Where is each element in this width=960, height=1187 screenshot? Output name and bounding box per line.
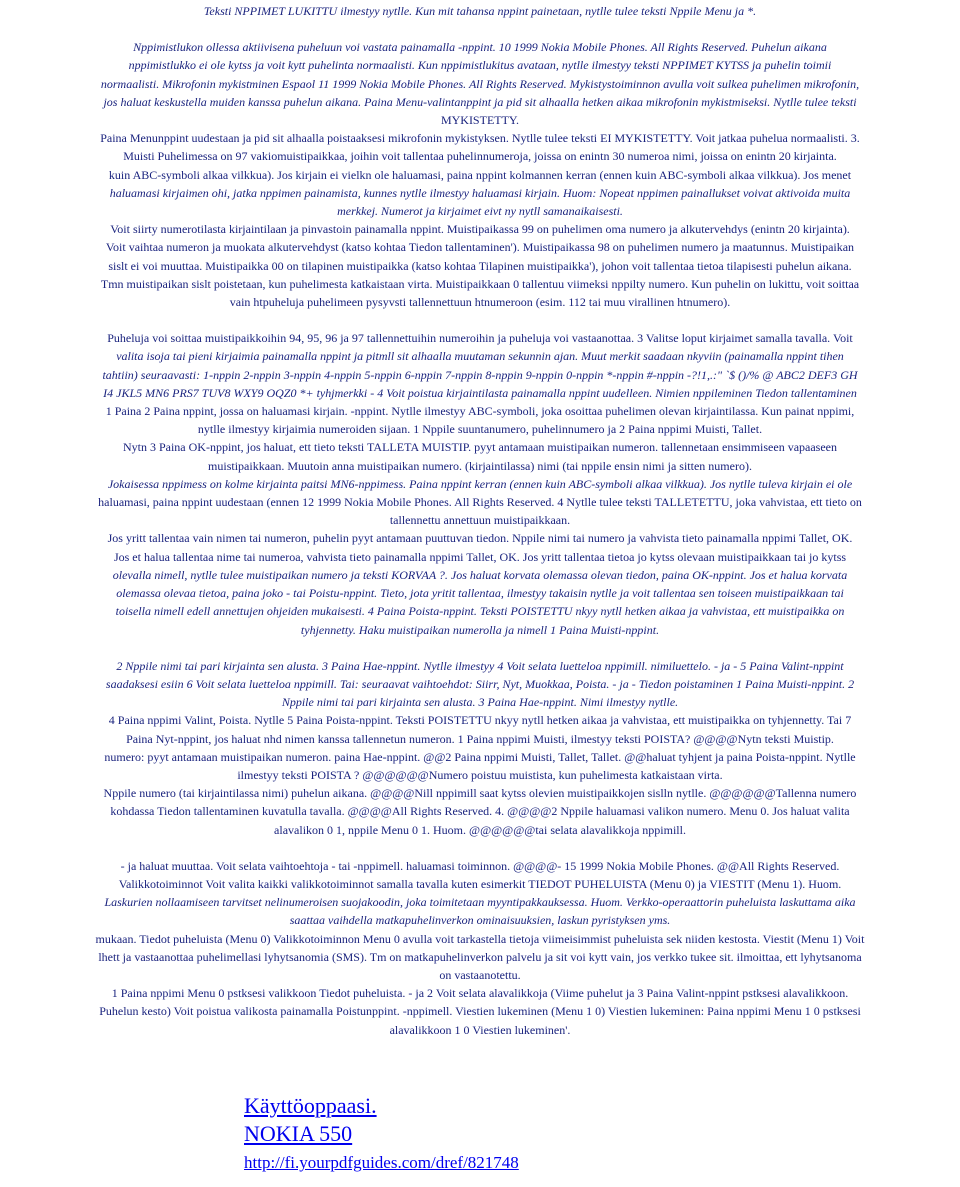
text-segment: Nppimistlukon ollessa aktiivisena puheluun voi vastata painamalla -nppint. 10 1999 Nokia Mobile Phones. All Rights Reserved. Puhelun aikana [133,40,827,55]
text-segment: tahtiin) seuraavasti: 1-nppin 2-nppin 3-nppin 4-nppin 5-nppin 6-nppin 7-nppin 8-nppin 9-nppin 0-nppin *-nppin #-nppin -?!1,.:" `$ ()/% @ ABC2 DEF3 GH [102,367,858,382]
paragraph [6,657,954,839]
text-line [129,58,832,72]
text-segment: Nppile nimi tai pari kirjainta sen alusta. 3 Paina Hae-nppint. Nimi ilmestyy nytlle. [281,695,679,710]
text-line [107,331,853,345]
text-segment: Teksti NPPIMET LUKITTU ilmestyy nytlle. Kun mit tahansa nppint painetaan, nytlle tulee teksti Nppile Menu ja *. [203,4,757,18]
text-segment: tallennettu annettuun muistipaikkaan. [389,513,571,528]
text-line [100,131,860,145]
text-segment: on vastaanotettu. [439,967,521,982]
text-segment: Puhelun kesto) Voit poistua valikosta painamalla Poistunppint. -nppimell. Viestien lukeminen (Menu 1 0) Viestien lukeminen: Paina nppimi Menu 1 0 pstksesi [99,1004,861,1019]
text-segment: 4 Paina nppimi Valint, Poista. Nytlle 5 Paina Poista-nppint. Teksti POISTETTU nkyy nytll hetken aikaa ja vahvistaa, ett muistipaikka on tyhjennetty. Tai 7 [108,713,852,728]
text-segment: saadaksesi esiin 6 Voit selata luetteloa nppimill. Tai: seuraavat vaihtoehdot: Siirr, Nyt, Muokkaa, Poista. - ja - Tiedon poistaminen 1 Paina Muisti-nppint. 2 [105,676,855,691]
text-segment: Voit siirty numerotilasta kirjaintilaan ja pinvastoin painamalla nppint. Muistipaikassa 99 on puhelimen oma numero ja alkutervehdys (enintn 20 kirjainta). [110,222,850,237]
text-line [301,623,659,637]
text-line [110,186,851,200]
text-line [110,804,849,818]
text-segment: Jos et halua tallentaa nime tai numeroa, vahvista tieto painamalla nppimi Tallet, OK. Jos yritt tallentaa tietoa jo kytss olevaan muistipaikkaan tai jo kytss [113,549,847,564]
text-line [103,386,857,400]
text-segment: mukaan. Tiedot puheluista (Menu 0) Valikkotoiminnon Menu 0 avulla voit tarkastella tietoja viimeisimmist puheluista sek niiden kestosta. Viestit (Menu 1) Voit [95,931,865,946]
text-line [208,459,752,473]
text-segment: 1 Paina 2 Paina nppint, jossa on haluamasi kirjain. -nppint. Nytlle ilmestyy ABC-symboli, joka osoittaa puhelimen olevan kirjaintilassa. Kun painat nppimi, [105,404,855,419]
text-segment: Laskurien nollaamiseen tarvitset nelinumeroisen suojakoodin, joka toimitetaan myyntipakkauksessa. Huom. Verkko-operaattorin puheluista laskuttama aika [104,895,856,910]
text-line [116,604,845,618]
text-line [104,786,857,800]
text-segment: sislt ei voi muuttaa. Muistipaikka 00 on tilapinen muistipaikka (katso kohtaa Tilapinen muistipaikka'), johon voit tallentaa tietoa tilapisesti puhelun aikana. [108,258,852,273]
text-line [101,77,859,91]
text-line [103,95,856,109]
text-line [104,750,855,764]
text-segment: Jos yritt tallentaa vain nimen tai numeron, puhelin pyyt antamaan puuttuvan tiedon. Nppile nimi tai numero ja vahvista tieto painamalla nppimi Tallet, OK. [107,531,853,546]
text-line [282,695,678,709]
text-line [99,1004,861,1018]
text-line [274,823,686,837]
text-line [337,204,623,218]
document-body [6,2,954,1039]
text-line [441,113,519,127]
text-line [109,168,851,182]
text-segment: alavalikon 0 1, nppile Menu 0 1. Huom. @@@@@@tai selata alavalikkoja nppimill. [274,822,686,837]
product-name-link[interactable]: NOKIA 550 [244,1121,353,1146]
text-segment: nytlle ilmestyy kirjaimia numeroiden sijaan. 1 Nppile suuntanumero, puhelinnumero ja 2 Paina nppimi Muisti, Tallet. [197,422,763,437]
text-segment: olemassa olevaa tietoa, paina joko - tai Poistu-nppint. Tieto, jota yritit tallentaa, ilmestyy takaisin nytlle ja voit tallentaa sen toiseen muistipaikkaan tai [116,586,844,601]
text-line [108,477,852,491]
paragraph [6,857,954,1039]
text-segment: ilmestyy teksti POISTA ? @@@@@@Numero poistuu muistista, kun puhelimesta katkaistaan virta. [237,767,723,782]
document-footer [244,1092,519,1176]
text-line [108,531,853,545]
text-line [109,713,851,727]
text-line [116,659,843,673]
text-segment: 2 Nppile nimi tai pari kirjainta sen alusta. 3 Paina Hae-nppint. Nytlle ilmestyy 4 Voit selata luetteloa nppimill. nimiluettelo. - ja - 5 Paina Valint-nppint [116,658,844,673]
text-line [104,895,855,909]
text-line [96,932,865,946]
text-line [390,513,570,527]
text-segment: toisella nimell edell annettujen ohjeiden mukaisesti. 4 Paina Poista-nppint. Teksti POISTETTU nkyy nytll hetken aikaa ja vahvistaa, ett muistipaikka on [115,604,845,619]
text-line [101,277,859,291]
text-segment: tyhjennetty. Haku muistipaikan numerolla ja nimell 1 Paina Muisti-nppint. [300,622,660,637]
text-segment: Nppile numero (tai kirjaintilassa nimi) puhelun aikana. @@@@Nill nppimill saat kytss olevien muistipaikkojen sislln nytlle. @@@@@@Tallenna numero [103,786,857,801]
text-segment: muistipaikkaan. Muutoin anna muistipaikan numero. (kirjaintilassa) nimi (tai nppile ensin nimi ja sitten numero). [208,458,752,473]
text-line [106,677,854,691]
text-line [290,913,671,927]
text-segment: - ja haluat muuttaa. Voit selata vaihtoehtoja - tai -nppimell. haluamasi toiminnon. @@@@- 15 1999 Nokia Mobile Phones. @@All Rights Reserved. [120,858,840,873]
text-line [198,422,762,436]
text-line [439,968,520,982]
text-segment: nppimistlukko ei ole kytss ja voit kytt puhelinta normaalisti. Kun nppimistlukitus avataan, nytlle ilmestyy teksti NPPIMET KYTSS ja puhelin toimii [128,58,832,73]
text-segment: kuin ABC-symboli alkaa vilkkua). Jos kirjain ei vielkn ole haluamasi, paina nppint kolmannen kerran (ennen kuin ABC-symboli alkaa vilkkua). Jos menet [108,167,852,182]
paragraph [6,38,954,311]
text-segment: saattaa vaihdella matkapuhelinverkon ominaisuuksien, laskun pyristyksen yms. [289,913,671,928]
text-segment: Voit vaihtaa numeron ja muokata alkutervehdyst (katso kohtaa Tiedon tallentaminen'). Muistipaikassa 98 on puhelimen numero ja maatunnus. Muistipaikan [105,240,855,255]
text-segment: Nytn 3 Paina OK-nppint, jos haluat, ett tieto teksti TALLETA MUISTIP. pyyt antamaan muistipaikan numeron. tallennetaan ensimmiseen vapaaseen [122,440,838,455]
text-segment: lhett ja vastaanottaa puhelimellasi lyhytsanomia (SMS). Tm on matkapuhelinverkon palvelu ja sit voi kytt vain, jos verkko tukee sit. ilmoittaa, ett lyhytsanoma [98,949,862,964]
text-segment: MYKISTETTY. [440,113,520,128]
manual-title-link[interactable]: Käyttöoppaasi. [244,1093,377,1118]
text-line [110,222,850,236]
text-segment: Valikkotoiminnot Voit valita kaikki valikkotoiminnot samalla tavalla kuten esimerkit TIEDOT PUHELUISTA (Menu 0) ja VIESTIT (Menu 1). Huom. [118,876,842,891]
text-segment: alavalikkoon 1 0 Viestien lukeminen'. [389,1022,571,1037]
text-segment: Jokaisessa nppimess on kolme kirjainta paitsi MN6-nppimess. Paina nppint kerran (ennen kuin ABC-symboli alkaa vilkkua). Jos nytlle tuleva kirjain ei ole [107,476,853,491]
source-url-link[interactable]: http://fi.yourpdfguides.com/dref/821748 [244,1153,519,1172]
text-line [123,440,837,454]
paragraph [6,329,954,638]
text-line [106,240,854,254]
text-line [112,986,849,1000]
text-segment: Puheluja voi soittaa muistipaikkoihin 94, 95, 96 ja 97 tallennettuihin numeroihin ja puheluja voi vastaanottaa. 3 Valitse loput kirjaimet samalla tavalla. Voit [107,331,853,346]
text-segment: vain htpuheluja puhelimeen pysyvsti tallennettuun htnumeroon (esim. 112 tai muu virallinen htnumero). [229,295,731,310]
text-line [116,349,844,363]
text-segment: haluamasi, paina nppint uudestaan (ennen 12 1999 Nokia Mobile Phones. All Rights Reserved. 4 Nytlle tulee teksti TALLETETTU, joka vahvistaa, ett tieto on [98,495,862,510]
text-line [230,295,730,309]
text-line [114,550,846,564]
text-line [204,4,756,18]
text-line [106,404,855,418]
text-segment: valita isoja tai pieni kirjaimia painamalla nppint ja pitmll sit alhaalla muutaman sekunnin ajan. Muut merkit saadaan nkyviin (painamalla nppint tihen [116,349,844,364]
text-segment: kohdassa Tiedon tallentaminen kuvatulla tavalla. @@@@All Rights Reserved. 4. @@@@2 Nppile haluamasi valikon numero. Menu 0. Jos haluat valita [110,804,850,819]
text-line [133,40,827,54]
text-line [116,586,844,600]
text-line [102,368,857,382]
paragraph [6,2,954,20]
text-segment: numero: pyyt antamaan muistipaikan numeron. paina Hae-nppint. @@2 Paina nppimi Muisti, Tallet, Tallet. @@haluat tyhjent ja paina Poista-nppint. Nytlle [104,749,856,764]
text-segment: normaalisti. Mikrofonin mykistminen Espaol 11 1999 Nokia Mobile Phones. All Rights Reserved. Mykistystoiminnon avulla voit sulkea puhelimen mikrofonin, [100,76,860,91]
text-segment: I4 JKL5 MN6 PRS7 TUV8 WXY9 OQZ0 *+ tyhjmerkki - 4 Voit poistua kirjaintilasta painamalla nppint uudelleen. Nimien nppileminen Tiedon tallentaminen [103,385,857,400]
text-line [98,495,862,509]
text-segment: Paina Menunppint uudestaan ja pid sit alhaalla poistaaksesi mikrofonin mykistyksen. Nytlle tulee teksti EI MYKISTETTY. Voit jatkaa puhelua normaalisti. 3. [100,131,860,146]
text-segment: Tmn muistipaikan sislt poistetaan, kun puhelimesta katkaistaan virta. Muistipaikkaan 0 tallentuu viimeksi nppilty numero. Kun puhelin on lukittu, voit soittaa [100,276,860,291]
text-line [121,859,840,873]
text-line [126,732,834,746]
text-line [98,950,861,964]
text-line [123,149,837,163]
text-segment: Muisti Puhelimessa on 97 vakiomuistipaikkaa, joihin voit tallentaa puhelinnumeroja, joissa on enintn 30 numeroa nimi, joissa on enintn 20 kirjainta. [123,149,837,164]
text-line [237,768,722,782]
text-line [119,877,842,891]
text-segment: 1 Paina nppimi Menu 0 pstksesi valikkoon Tiedot puheluista. - ja 2 Voit selata alavalikkoja (Viime puhelut ja 3 Paina Valint-nppint pstksesi alavalikkoon. [111,986,849,1001]
text-segment: olevalla nimell, nytlle tulee muistipaikan numero ja teksti KORVAA ?. Jos haluat korvata olemassa olevan tiedon, paina OK-nppint. Jos et halua korvata [112,567,848,582]
text-segment: haluamasi kirjaimen ohi, jatka nppimen painamista, kunnes nytlle ilmestyy haluamasi kirjain. Huom: Nopeat nppimen painallukset voivat aktivoida muita [109,185,851,200]
text-line [108,259,851,273]
text-line [113,568,847,582]
text-segment: merkkej. Numerot ja kirjaimet eivt ny nytll samanaikaisesti. [337,204,623,219]
text-segment: Paina Nyt-nppint, jos haluat nhd nimen kanssa tallennetun numeron. 1 Paina nppimi Muisti, ilmestyy teksti POISTA? @@@@Nytn teksti Muistip. [126,731,834,746]
text-line [390,1023,571,1037]
text-segment: jos haluat keskustella muiden kanssa puhelun aikana. Paina Menu-valintanppint ja pid sit alhaalla hetken aikaa mikrofonin mykistmiseksi. Nytlle tulee teksti [103,94,857,109]
